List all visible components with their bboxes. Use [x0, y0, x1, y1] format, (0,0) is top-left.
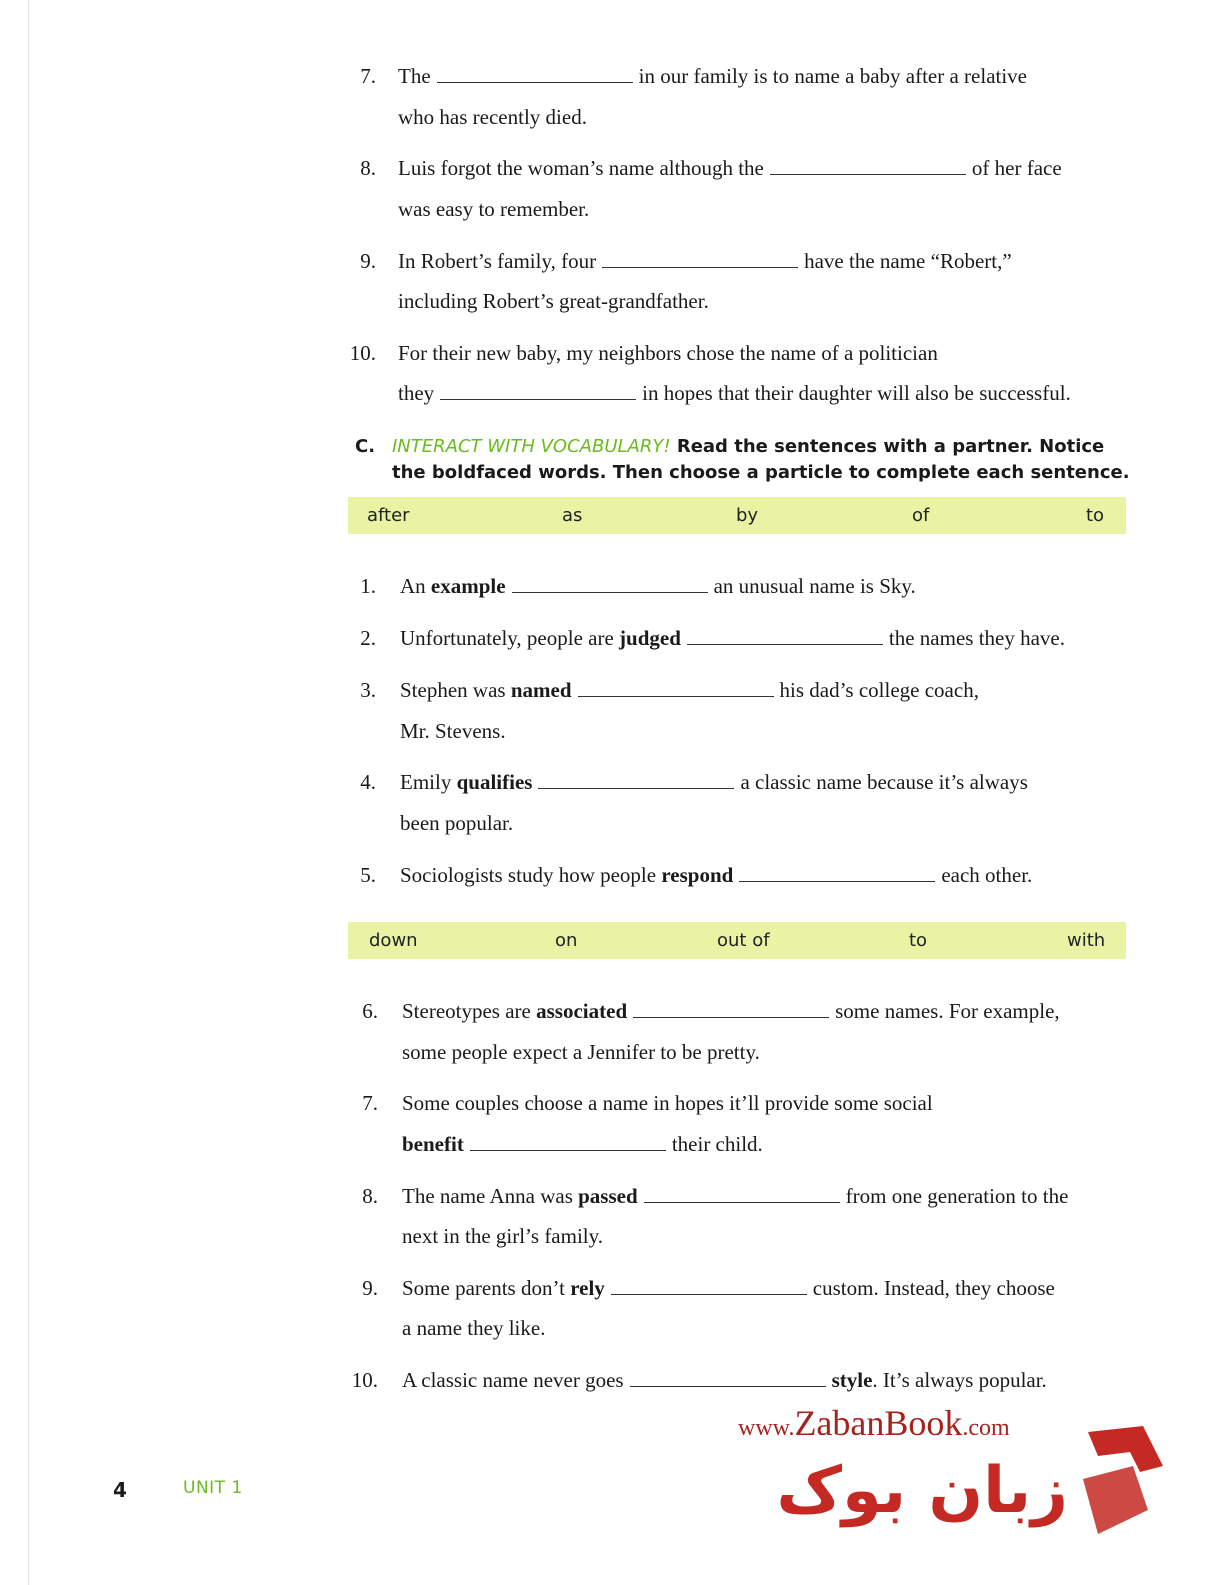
boldface-word: qualifies: [456, 770, 533, 794]
boldface-word: judged: [619, 626, 681, 650]
answer-blank[interactable]: [630, 1385, 826, 1387]
boldface-word: respond: [661, 863, 734, 887]
boldface-word: example: [430, 574, 506, 598]
item-line: [402, 999, 1060, 1024]
unit-label: UNIT 1: [183, 1478, 243, 1498]
watermark-url-suffix: .com: [962, 1415, 1010, 1441]
answer-blank[interactable]: [739, 880, 935, 882]
item-line-2: [402, 1132, 763, 1157]
watermark-url-prefix: www.: [738, 1415, 795, 1441]
item-number: 10.: [351, 1368, 378, 1392]
text: custom. Instead, they choose: [812, 1276, 1055, 1300]
boldface-word: associated: [536, 999, 628, 1023]
word-bank-word: out of: [717, 930, 770, 951]
text: The name Anna was: [402, 1184, 579, 1208]
answer-blank[interactable]: [602, 266, 798, 268]
text: An: [400, 574, 431, 598]
word-bank-word: of: [912, 505, 930, 526]
answer-blank[interactable]: [578, 695, 774, 697]
text: Stereotypes are: [402, 999, 537, 1023]
item-line-2: [398, 381, 1071, 406]
text: each other.: [941, 863, 1033, 887]
answer-blank[interactable]: [770, 173, 966, 175]
text: in hopes that their daughter will also be successful.: [642, 381, 1071, 405]
item-line: [402, 1368, 1047, 1393]
word-bank-word: with: [1067, 930, 1106, 951]
page-edge-line: [28, 0, 29, 1585]
boldface-word: passed: [578, 1184, 638, 1208]
watermark-book-shape: [1083, 1466, 1148, 1534]
item-number: 10.: [349, 341, 376, 365]
word-bank-word: down: [369, 930, 418, 951]
text: A classic name never goes: [402, 1368, 624, 1392]
text: some names. For example,: [835, 999, 1060, 1023]
item-number: 9.: [362, 1276, 378, 1300]
watermark-logo: [738, 1414, 1168, 1549]
text: they: [398, 381, 435, 405]
text: the names they have.: [888, 626, 1066, 650]
text: Some parents don’t: [402, 1276, 571, 1300]
item-line: [398, 64, 1027, 89]
answer-blank[interactable]: [512, 591, 708, 593]
section-lead: INTERACT WITH VOCABULARY!: [392, 436, 671, 457]
boldface-word: benefit: [402, 1132, 464, 1156]
item-number: 1.: [360, 574, 376, 598]
word-bank-word: after: [367, 505, 410, 526]
answer-blank[interactable]: [644, 1201, 840, 1203]
text: . It’s always popular.: [872, 1368, 1047, 1392]
section-c-heading: [355, 434, 1135, 486]
word-bank-word: by: [736, 505, 759, 526]
item-line: [398, 156, 1062, 181]
item-number: 6.: [362, 999, 378, 1023]
text: his dad’s college coach,: [779, 678, 979, 702]
word-bank-word: on: [555, 930, 578, 951]
text: Emily: [400, 770, 457, 794]
item-number: 7.: [360, 64, 376, 88]
item-line-2: been popular.: [400, 811, 514, 835]
watermark-logo-text: زبان بوک: [776, 1454, 1068, 1528]
item-line: [402, 1276, 1055, 1301]
boldface-word: rely: [570, 1276, 605, 1300]
answer-blank[interactable]: [633, 1016, 829, 1018]
item-number: 5.: [360, 863, 376, 887]
answer-blank[interactable]: [687, 643, 883, 645]
text: Unfortunately, people are: [400, 626, 620, 650]
item-line-2: including Robert’s great-grandfather.: [398, 289, 709, 313]
watermark-url-name: ZabanBook: [794, 1403, 963, 1443]
boldface-word: style: [831, 1368, 873, 1392]
item-number: 8.: [362, 1184, 378, 1208]
word-bank-1: [348, 497, 1126, 534]
item-line: [400, 626, 1065, 651]
section-instruction: Read the sentences with a partner. Notice the boldfaced words. Then choose a particle to complete each sentence.: [392, 436, 1130, 483]
text: have the name “Robert,”: [804, 249, 1012, 273]
word-bank-word: to: [1086, 505, 1105, 526]
item-line-2: some people expect a Jennifer to be pretty.: [402, 1040, 760, 1064]
item-line: [402, 1184, 1068, 1209]
item-line-2: who has recently died.: [398, 105, 587, 129]
section-instruction-block: [392, 434, 1135, 486]
item-number: 7.: [362, 1091, 378, 1115]
page-number: 4: [113, 1478, 127, 1502]
item-line-2: a name they like.: [402, 1316, 546, 1340]
boldface-word: named: [510, 678, 572, 702]
text: in our family is to name a baby after a relative: [638, 64, 1028, 88]
word-bank-word: as: [562, 505, 583, 526]
item-number: 4.: [360, 770, 376, 794]
item-line-2: Mr. Stevens.: [400, 719, 506, 743]
item-line: [400, 770, 1028, 795]
text: of her face: [971, 156, 1062, 180]
item-line: [400, 678, 979, 703]
word-bank-2: [348, 922, 1126, 959]
text: Sociologists study how people: [400, 863, 662, 887]
answer-blank[interactable]: [538, 787, 734, 789]
answer-blank[interactable]: [437, 81, 633, 83]
text: Luis forgot the woman’s name although the: [398, 156, 764, 180]
answer-blank[interactable]: [611, 1293, 807, 1295]
item-number: 2.: [360, 626, 376, 650]
item-line: Some couples choose a name in hopes it’ll provide some social: [402, 1091, 933, 1115]
item-line-2: was easy to remember.: [398, 197, 590, 221]
item-number: 3.: [360, 678, 376, 702]
text: Stephen was: [400, 678, 511, 702]
text: a classic name because it’s always: [740, 770, 1028, 794]
answer-blank[interactable]: [440, 398, 636, 400]
answer-blank[interactable]: [470, 1149, 666, 1151]
item-line: [398, 249, 1012, 274]
item-line: [400, 574, 916, 599]
text: The: [398, 64, 431, 88]
item-number: 8.: [360, 156, 376, 180]
text: an unusual name is Sky.: [713, 574, 916, 598]
item-number: 9.: [360, 249, 376, 273]
text: from one generation to the: [845, 1184, 1069, 1208]
item-line: [400, 863, 1032, 888]
watermark-book-icon: [1088, 1426, 1163, 1472]
text: In Robert’s family, four: [398, 249, 597, 273]
section-letter: C.: [355, 436, 376, 457]
text: their child.: [671, 1132, 763, 1156]
word-bank-word: to: [909, 930, 928, 951]
item-line: For their new baby, my neighbors chose the name of a politician: [398, 341, 938, 365]
item-line-2: next in the girl’s family.: [402, 1224, 604, 1248]
